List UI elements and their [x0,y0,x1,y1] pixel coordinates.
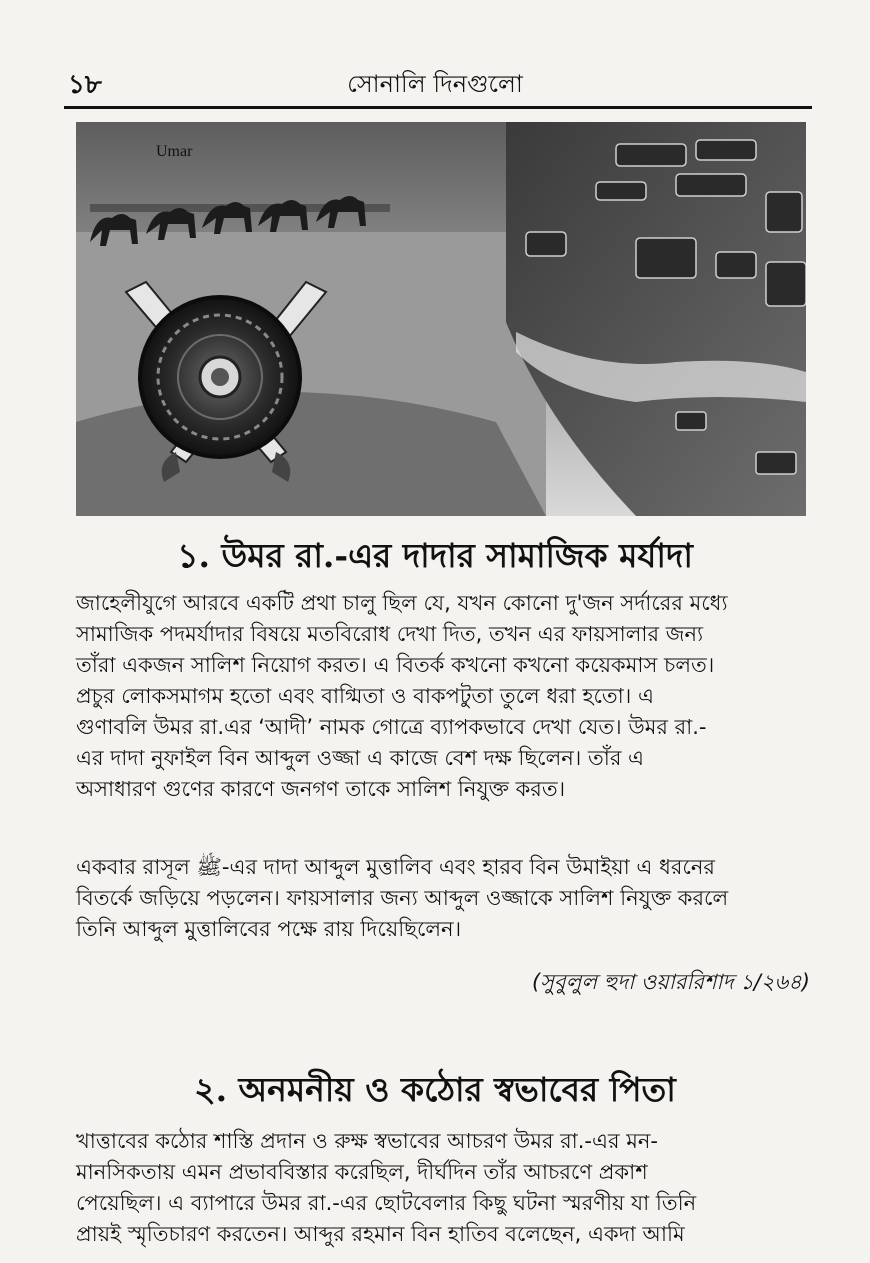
paragraph [76,1126,810,1250]
paragraph-line: তাঁরা একজন সালিশ নিয়োগ করত। এ বিতর্ক কখনো কখনো কয়েকমাস চলত। [76,653,715,677]
paragraph-line: প্রচুর লোকসমাগম হতো এবং বাগ্মিতা ও বাকপটুতা তুলে ধরা হতো। এ [76,684,654,708]
paragraph-line: বিতর্কে জড়িয়ে পড়লেন। ফায়সালার জন্য আব্দুল ওজ্জাকে সালিশ নিযুক্ত করলে [76,886,729,910]
paragraph-line: খাত্তাবের কঠোর শাস্তি প্রদান ও রুক্ষ স্বভাবের আচরণ উমর রা.-এর মন- [76,1129,658,1153]
section-heading: ২. অনমনীয় ও কঠোর স্বভাবের পিতা [194,1070,676,1109]
paragraph-line: পেয়েছিল। এ ব্যাপারে উমর রা.-এর ছোটবেলার কিছু ঘটনা স্মরণীয় যা তিনি [76,1191,697,1215]
shield-icon [140,297,300,457]
paragraph-line: এর দাদা নুফাইল বিন আব্দুল ওজ্জা এ কাজে বেশ দক্ষ ছিলেন। তাঁর এ [76,746,645,770]
paragraph-line: একবার রাসূল ﷺ-এর দাদা আব্দুল মুত্তালিব এবং হারব বিন উমাইয়া এ ধরনের [76,855,715,879]
paragraph [76,852,810,945]
running-head: সোনালি দিনগুলো [347,70,523,98]
paragraph-line: প্রায়ই স্মৃতিচারণ করতেন। আব্দুর রহমান বিন হাতিব বলেছেন, একদা আমি [76,1222,685,1246]
illustration-art [76,122,806,516]
paragraph-line: গুণাবলি উমর রা.এর ‘আদী’ নামক গোত্রে ব্যাপকভাবে দেখা যেত। উমর রা.- [76,715,707,739]
paragraph-line: সামাজিক পদমর্যাদার বিষয়ে মতবিরোধ দেখা দিত, তখন এর ফায়সালার জন্য [76,622,704,646]
paragraph-line: মানসিকতায় এমন প্রভাববিস্তার করেছিল, দীর্ঘদিন তাঁর আচরণে প্রকাশ [76,1160,648,1184]
illustration-caption: Umar [156,143,193,160]
paragraph-line: অসাধারণ গুণের কারণে জনগণ তাকে সালিশ নিযুক্ত করত। [76,777,566,801]
section-heading: ১. উমর রা.-এর দাদার সামাজিক মর্যাদা [177,536,693,575]
citation: (সুবুলুল হুদা ওয়াররিশাদ ১/২৬৪) [531,970,810,994]
header-rule [64,106,812,109]
paragraph-line: তিনি আব্দুল মুত্তালিবের পক্ষে রায় দিয়েছিলেন। [76,917,462,941]
paragraph [76,588,810,805]
illustration [76,122,806,516]
paragraph-line: জাহেলীযুগে আরবে একটি প্রথা চালু ছিল যে, যখন কোনো দু'জন সর্দারের মধ্যে [76,591,728,615]
page-number: ১৮ [68,70,102,100]
